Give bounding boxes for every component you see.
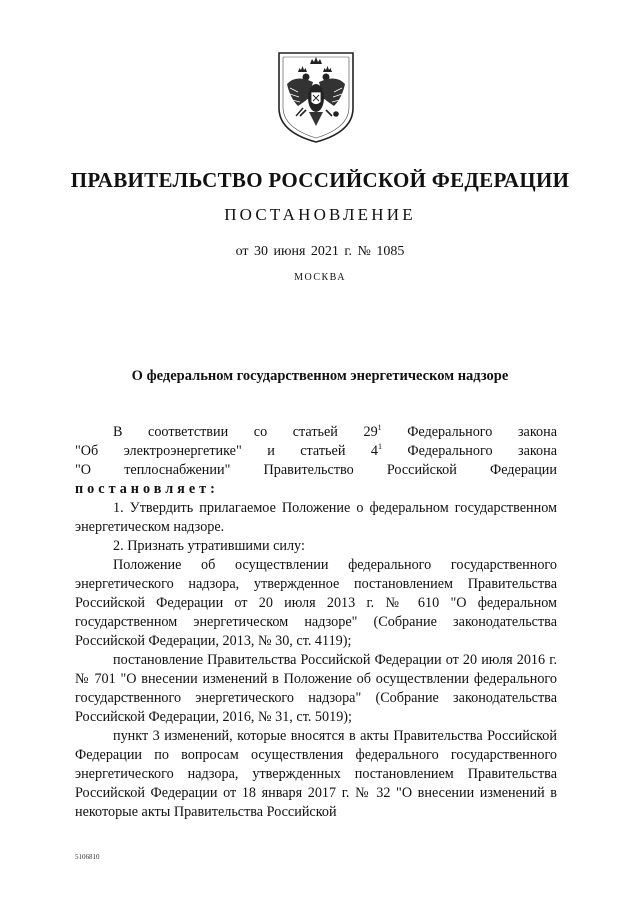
footer-doc-code: 5106810 [75,853,100,861]
document-type: ПОСТАНОВЛЕНИЕ [224,205,416,224]
item-repeal-point-3: пункт 3 изменений, которые вносятся в акты Правительства Российской Федерации по вопросам осуществления федерального государственного энергетического надзора, утвержденных постановлением Правительства Российской Федерации от 18 января 2017 г. № 32 "О внесении изменений в некоторые акты Правительства Российской [75,728,557,820]
coat-of-arms-emblem [276,50,356,144]
preamble-line-3: "О теплоснабжении" Правительство Российской Федерации [75,462,557,478]
preamble-line-1: В соответствии со статьей $29^1$ Федерального закона [113,423,557,440]
document-body [75,423,557,822]
preamble-line-2: "Об электроэнергетике" и статьей $4^1$ Федерального закона [75,442,558,459]
item-repeal-regulation: Положение об осуществлении федерального государственного энергетического надзора, утвержденное постановлением Правительства Российской Федерации от 20 июля 2013 г. № 610 "О федеральном государственном энергетическом надзоре" (Собрание законодательства Российской Федерации, 2013, № 30, ст. 4119); [75,557,557,649]
item-1-approve: 1. Утвердить прилагаемое Положение о федеральном государственном энергетическом надзоре. [75,500,557,535]
document-date-number: от 30 июня 2021 г. № 1085 [235,244,405,259]
item-repeal-decree-701: постановление Правительства Российской Федерации от 20 июля 2016 г. № 701 "О внесении изменений в Положение об осуществлении федерального государственного энергетического надзора" (Собрание законодательства Российской Федерации, 2016, № 31, ст. 5019); [75,652,557,725]
document-title: О федеральном государственном энергетическом надзоре [131,368,509,384]
government-heading: ПРАВИТЕЛЬСТВО РОССИЙСКОЙ ФЕДЕРАЦИИ [70,168,570,192]
item-2-repeal: 2. Признать утратившими силу: [113,538,305,554]
document-city: МОСКВА [294,272,346,283]
postanovlyaet-word: постановляет: [75,481,219,497]
